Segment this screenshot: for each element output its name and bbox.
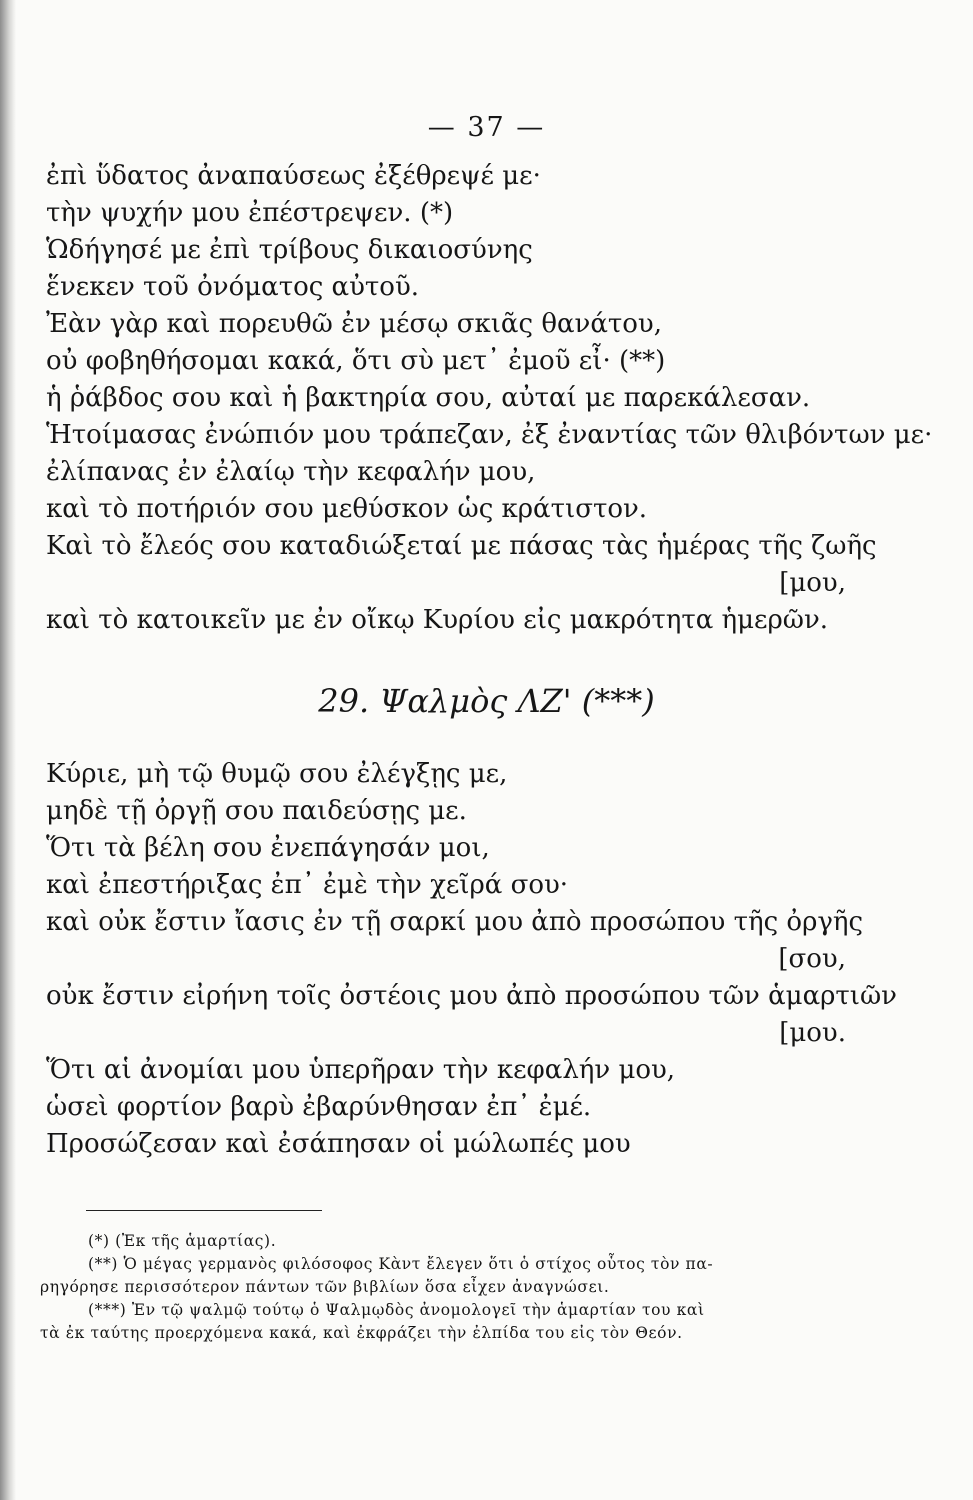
footnote-divider <box>86 1210 322 1211</box>
text-line: ἡ ῥάβδος σου καὶ ἡ βακτηρία σου, αὐταί με παρεκάλεσαν. <box>46 383 811 413</box>
psalm-heading: 29. Ψαλμὸς ΛΖ' (***) <box>318 682 655 720</box>
text-line: οὐκ ἔστιν εἰρήνη τοῖς ὀστέοις μου ἀπὸ προσώπου τῶν ἁμαρτιῶν <box>46 981 897 1011</box>
text-line: οὐ φοβηθήσομαι κακά, ὅτι σὺ μετ᾿ ἐμοῦ εἶ· (**) <box>46 346 666 376</box>
page-edge-shadow <box>0 0 16 1500</box>
text-line: καὶ τὸ ποτήριόν σου μεθύσκον ὡς κράτιστον. <box>46 494 648 524</box>
text-line: Ὅτι αἱ ἀνομίαι μου ὑπερῆραν τὴν κεφαλήν μου, <box>46 1055 676 1085</box>
text-line: Προσώζεσαν καὶ ἐσάπησαν οἱ μώλωπές μου <box>46 1129 631 1159</box>
footnote: (***) Ἐν τῷ ψαλμῷ τούτῳ ὁ Ψαλμῳδὸς ἀνομολογεῖ τὴν ἁμαρτίαν του καὶ <box>88 1301 705 1319</box>
text-line: ἐπὶ ὕδατος ἀναπαύσεως ἐξέθρεψέ με· <box>46 161 541 191</box>
text-line: ἕνεκεν τοῦ ὀνόματος αὐτοῦ. <box>46 272 420 302</box>
text-line: Ἐὰν γὰρ καὶ πορευθῶ ἐν μέσῳ σκιᾶς θανάτου, <box>46 309 663 339</box>
text-line: Ὡδήγησέ με ἐπὶ τρίβους δικαιοσύνης <box>46 235 533 265</box>
text-line-continuation: [μου, <box>779 568 846 598</box>
text-line: Καὶ τὸ ἔλεός σου καταδιώξεταί με πάσας τὰς ἡμέρας τῆς ζωῆς <box>46 531 877 561</box>
text-line: Κύριε, μὴ τῷ θυμῷ σου ἐλέγξῃς με, <box>46 759 508 789</box>
text-line: ἐλίπανας ἐν ἐλαίῳ τὴν κεφαλήν μου, <box>46 457 536 487</box>
footnote-continuation: ρηγόρησε περισσότερον πάντων τῶν βιβλίων ὅσα εἶχεν ἀναγνώσει. <box>40 1278 610 1296</box>
text-line: ὡσεὶ φορτίον βαρὺ ἐβαρύνθησαν ἐπ᾿ ἐμέ. <box>46 1092 592 1122</box>
text-line: καὶ ἐπεστήριξας ἐπ᾿ ἐμὲ τὴν χεῖρά σου· <box>46 870 569 900</box>
footnote: (*) (Ἐκ τῆς ἁμαρτίας). <box>88 1232 277 1250</box>
footnotes <box>40 1230 850 1345</box>
text-line: καὶ οὐκ ἔστιν ἴασις ἐν τῇ σαρκί μου ἀπὸ προσώπου τῆς ὀργῆς <box>46 907 864 937</box>
footnote-continuation: τὰ ἐκ ταύτης προερχόμενα κακά, καὶ ἐκφράζει τὴν ἐλπίδα του εἰς τὸν Θεόν. <box>40 1324 683 1342</box>
footnote: (**) Ὁ μέγας γερμανὸς φιλόσοφος Κὰντ ἔλεγεν ὅτι ὁ στίχος οὗτος τὸν πα- <box>88 1255 714 1273</box>
text-line: τὴν ψυχήν μου ἐπέστρεψεν. (*) <box>46 198 454 228</box>
page-number: — 37 — <box>427 112 546 143</box>
text-line-continuation: [σου, <box>778 944 846 974</box>
psalm-37-text <box>46 756 897 1163</box>
text-line: Ἡτοίμασας ἐνώπιόν μου τράπεζαν, ἐξ ἐναντίας τῶν θλιβόντων με· <box>46 420 933 450</box>
text-line-continuation: [μου. <box>779 1018 846 1048</box>
text-line: καὶ τὸ κατοικεῖν με ἐν οἴκῳ Κυρίου εἰς μακρότητα ἡμερῶν. <box>46 605 829 635</box>
text-line: μηδὲ τῇ ὀργῇ σου παιδεύσῃς με. <box>46 796 467 826</box>
text-line: Ὅτι τὰ βέλη σου ἐνεπάγησάν μοι, <box>46 833 490 863</box>
psalm-22-text <box>46 158 933 639</box>
